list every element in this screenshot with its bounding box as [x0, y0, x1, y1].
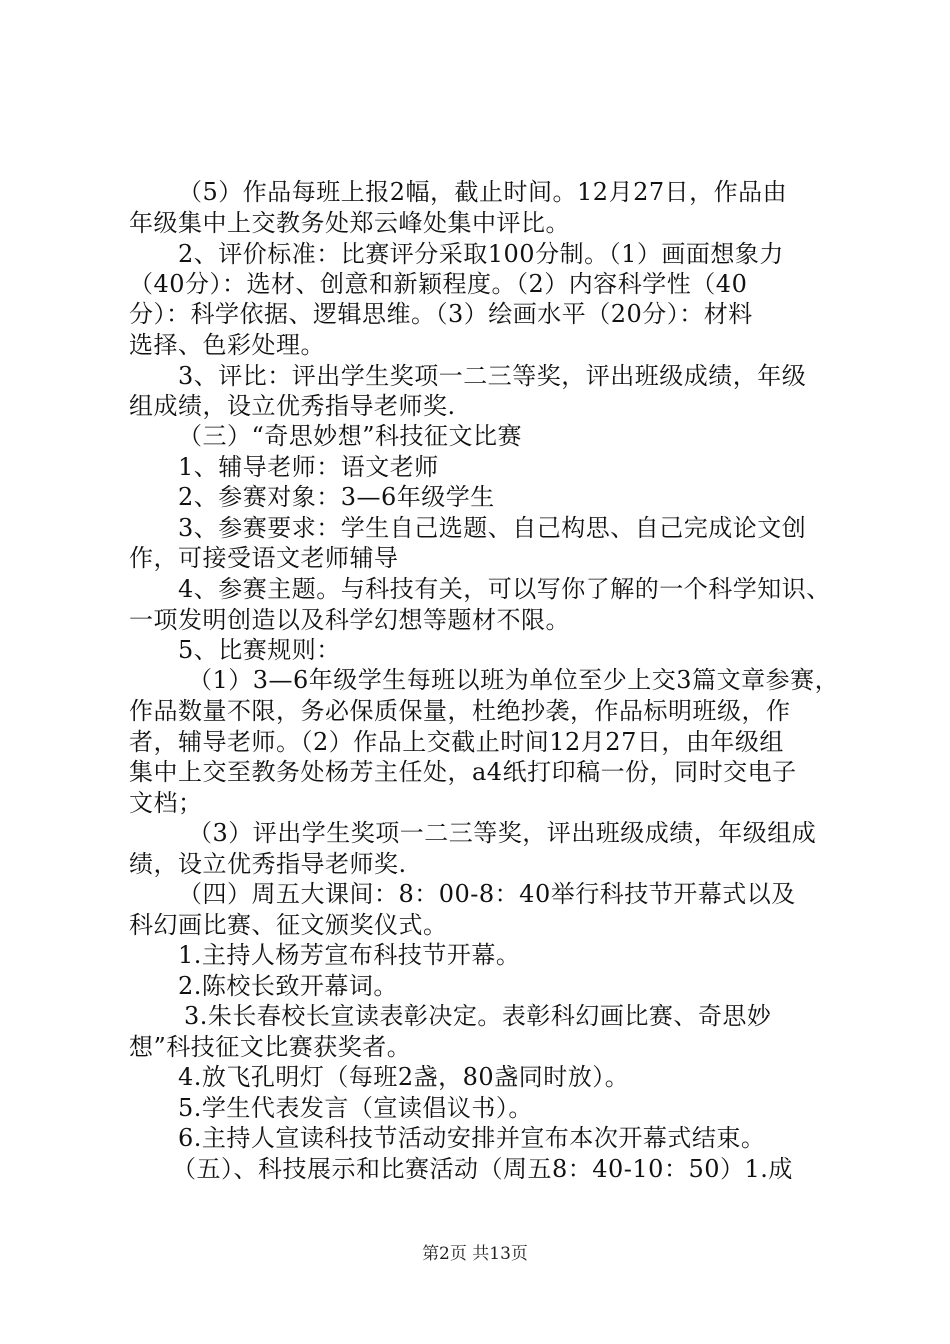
text-line-28: 3.朱长春校长宣读表彰决定。表彰科幻画比赛、奇思妙: [184, 1002, 772, 1030]
text-line-29: 想”科技征文比赛获奖者。: [129, 1033, 412, 1061]
text-line-17: （1）3—6年级学生每班以班为单位至少上交3篇文章参赛，: [188, 666, 840, 694]
text-line-26: 1.主持人杨芳宣布科技节开幕。: [178, 941, 521, 969]
text-line-21: 文档；: [129, 789, 203, 817]
text-line-23: 绩，设立优秀指导老师奖.: [129, 850, 407, 878]
text-line-4: （40分）：选材、创意和新颖程度。（2）内容科学性（40: [129, 270, 748, 298]
text-line-25: 科幻画比赛、征文颁奖仪式。: [129, 911, 448, 939]
text-line-1: （5）作品每班上报2幅，截止时间。12月27日，作品由: [178, 178, 788, 206]
text-line-12: 3、参赛要求：学生自己选题、自己构思、自己完成论文创: [178, 514, 807, 542]
text-line-2: 年级集中上交教务处郑云峰处集中评比。: [129, 209, 570, 237]
text-line-8: 组成绩，设立优秀指导老师奖.: [129, 392, 456, 420]
text-line-11: 2、参赛对象：3—6年级学生: [178, 483, 495, 511]
text-line-10: 1、辅导老师：语文老师: [178, 453, 439, 481]
section-heading-4: （四）周五大课间：8：00-8：40举行科技节开幕式以及: [178, 880, 796, 908]
text-line-18: 作品数量不限，务必保质保量，杜绝抄袭，作品标明班级，作: [129, 697, 791, 725]
text-line-27: 2.陈校长致开幕词。: [178, 972, 398, 1000]
text-line-30: 4.放飞孔明灯（每班2盏，80盏同时放）。: [178, 1063, 630, 1091]
text-line-22: （3）评出学生奖项一二三等奖，评出班级成绩，年级组成: [188, 819, 817, 847]
section-heading-3: （三）“奇思妙想”科技征文比赛: [178, 422, 523, 450]
text-line-3: 2、评价标准：比赛评分采取100分制。（1）画面想象力: [178, 240, 784, 268]
text-line-13: 作，可接受语文老师辅导: [129, 544, 399, 572]
text-line-5: 分）：科学依据、逻辑思维。（3）绘画水平（20分）：材料: [129, 300, 753, 328]
text-line-16: 5、比赛规则：: [178, 636, 341, 664]
text-line-32: 6.主持人宣读科技节活动安排并宣布本次开幕式结束。: [178, 1124, 766, 1152]
text-line-31: 5.学生代表发言（宣读倡议书）。: [178, 1094, 533, 1122]
text-line-20: 集中上交至教务处杨芳主任处，a4纸打印稿一份，同时交电子: [129, 758, 797, 786]
section-heading-5: （五）、科技展示和比赛活动（周五8：40-10：50）1.成: [172, 1155, 793, 1183]
page-footer: 第2页 共13页: [422, 1244, 528, 1264]
text-line-7: 3、评比：评出学生奖项一二三等奖，评出班级成绩，年级: [178, 362, 807, 390]
text-line-6: 选择、色彩处理。: [129, 331, 325, 359]
text-line-15: 一项发明创造以及科学幻想等题材不限。: [129, 606, 570, 634]
text-line-14: 4、参赛主题。与科技有关，可以写你了解的一个科学知识、: [178, 575, 831, 603]
text-line-19: 者，辅导老师。（2）作品上交截止时间12月27日，由年级组: [129, 728, 784, 756]
